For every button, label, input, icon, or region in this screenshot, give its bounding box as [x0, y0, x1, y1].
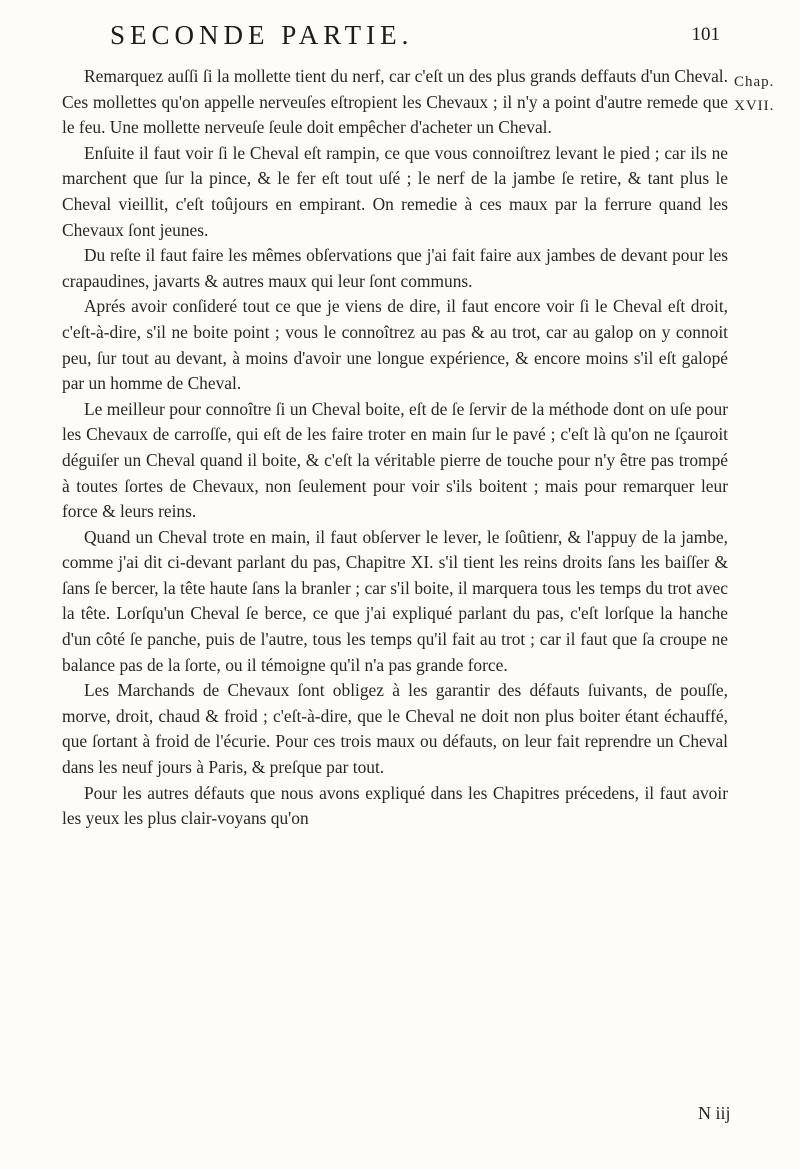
- paragraph-rampin: Enſuite il faut voir ſi le Cheval eſt rampin, ce que vous connoiſtrez levant le pied ; car ils ne marchent que ſur la pince, & le fer eſt tout uſé ; le nerf de la jambe ſe retire, & tant plus le Cheval vieillit, c'eſt toûjours en empirant. On remedie à ces maux par la ferrure quand les Chevaux ſont jeunes.: [62, 142, 728, 240]
- running-title: SECONDE PARTIE.: [110, 20, 414, 50]
- chapter-margin-note: [734, 70, 800, 118]
- paragraph-autres-defauts: Pour les autres défauts que nous avons expliqué dans les Chapitres précedens, il faut avoir les yeux les plus clair-voyans qu'on: [62, 782, 728, 829]
- paragraph-trot: Quand un Cheval trote en main, il faut obſerver le lever, le ſoûtienr, & l'appuy de la jambe, comme j'ai dit ci-devant parlant du pas, Chapitre XI. s'il tient les reins droits ſans les baiſſer & ſans ſe bercer, la tête haute ſans la branler ; car s'il boite, il marquera tous les temps du trot avec la tête. Lorſqu'un Cheval ſe berce, ce que j'ai expliqué parlant du pas, c'eſt lorſque la hanche d'un côté ſe panche, puis de l'autre, tous les temps qu'il fait au trot ; car il faut que ſa croupe ne balance pas de la ſorte, ou il témoigne qu'il n'a pas grande force.: [62, 526, 728, 675]
- paragraph-observations: Du reſte il faut faire les mêmes obſervations que j'ai fait faire aux jambes de devant pour les crapaudines, javarts & autres maux qui leur ſont communs.: [62, 245, 728, 291]
- margin-note-number: XVII.: [734, 98, 775, 114]
- paragraph-mollette: Remarquez auſſi ſi la mollette tient du nerf, car c'eſt un des plus grands deffauts d'un Cheval. Ces mollettes qu'on appelle nerveuſes eſtropient les Chevaux ; il n'y a point d'autre remede que le feu. Une mollette nerveuſe ſeule doit empêcher d'acheter un Cheval.: [62, 66, 728, 138]
- paragraph-droit: Aprés avoir conſideré tout ce que je viens de dire, il faut encore voir ſi le Cheval eſt droit, c'eſt-à-dire, s'il ne boite point ; vous le connoîtrez au pas & au trot, car au galop on y connoit peu, ſur tout au devant, à moins d'avoir une longue expérience, & encore moins s'il eſt galopé par un homme de Cheval.: [62, 296, 728, 394]
- running-head: [110, 20, 770, 52]
- page-number: 101: [691, 24, 720, 45]
- text-body: [62, 64, 728, 1104]
- margin-note-chapter: Chap.: [734, 74, 775, 90]
- paragraph-marchands: Les Marchands de Chevaux ſont obligez à les garantir des défauts ſuivants, de pouſſe, morve, droit, chaud & froid ; c'eſt-à-dire, que le Cheval ne doit non plus boiter étant échauffé, que ſortant à froid de l'écurie. Pour ces trois maux ou défauts, on leur fait reprendre un Cheval dans les neuf jours à Paris, & preſque par tout.: [62, 680, 728, 778]
- signature-mark: N iij: [698, 1103, 731, 1123]
- paragraph-meilleur: Le meilleur pour connoître ſi un Cheval boite, eſt de ſe ſervir de la méthode dont on uſe pour les Chevaux de carroſſe, qui eſt de les faire troter en main ſur le pavé ; c'eſt là qu'on ne ſçauroit déguiſer un Cheval quand il boite, & c'eſt la véritable pierre de touche pour n'y être pas trompé à toutes ſortes de Chevaux, non ſeulement pour voir s'ils boitent ; mais pour remarquer leur force & leurs reins.: [62, 398, 728, 522]
